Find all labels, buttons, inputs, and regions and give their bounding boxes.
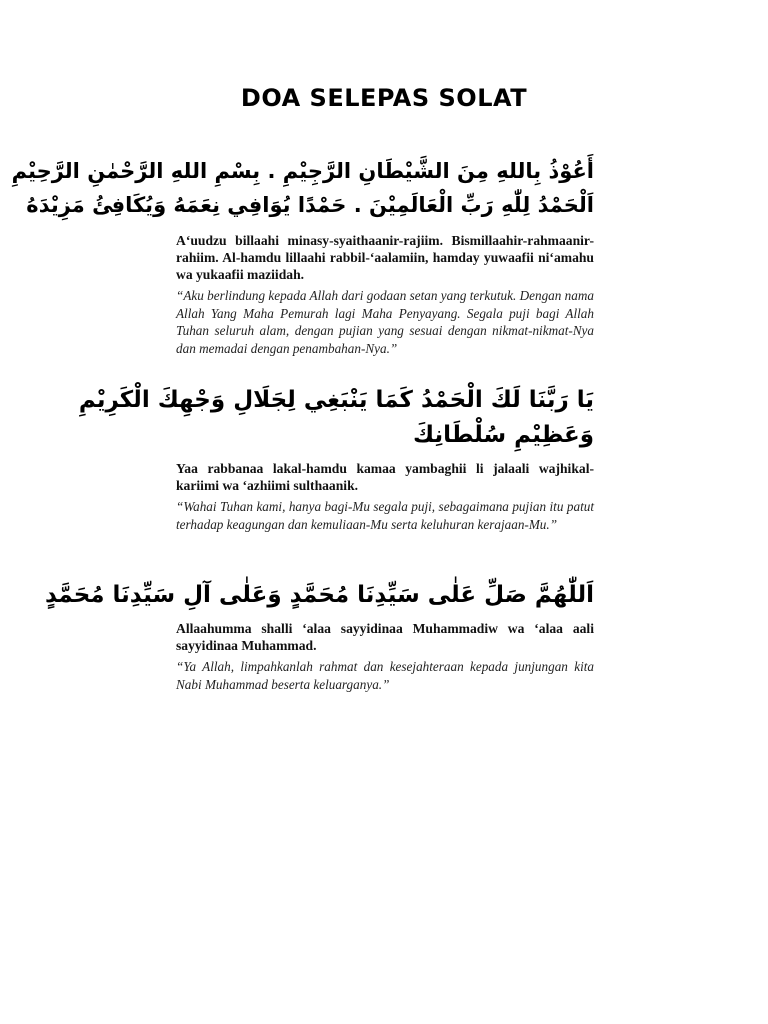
page-title: DOA SELEPAS SOLAT	[240, 84, 528, 112]
prayer-section-shalawat	[45, 576, 594, 693]
transliteration-text: A‘uudzu billaahi minasy-syaithaanir-rajiim. Bismillaahir-rahmaanir-rahiim. Al-hamdu lillaahi rabbil-‘aalamiin, hamday yuwaafii ni‘amahu wa yukaafii maziidah.	[176, 233, 594, 282]
prayer-section-tahmid	[78, 382, 594, 533]
transliteration-text: Yaa rabbanaa lakal-hamdu kamaa yambaghii li jalaali wajhikal-kariimi wa ‘azhiimi sulthaanik.	[176, 461, 594, 493]
arabic-line: اَللّٰهُمَّ صَلِّ عَلٰى سَيِّدِنَا مُحَمَّدٍ وَعَلٰى آلِ سَيِّدِنَا مُحَمَّدٍ	[45, 582, 594, 608]
arabic-line: أَعُوْذُ بِاللهِ مِنَ الشَّيْطَانِ الرَّجِيْمِ . بِسْمِ اللهِ الرَّحْمٰنِ الرَّحِيْمِ	[11, 159, 594, 183]
translation-text: “Ya Allah, limpahkanlah rahmat dan kesejahteraan kepada junjungan kita Nabi Muhammad beserta keluarganya.”	[176, 659, 594, 692]
arabic-line: وَعَظِيْمِ سُلْطَانِكَ	[413, 422, 594, 448]
prayer-scan-image	[11, 150, 594, 700]
translation-text: “Aku berlindung kepada Allah dari godaan setan yang terkutuk. Dengan nama Allah Yang Maha Pemurah lagi Maha Penyayang. Segala puji bagi Allah Tuhan seluruh alam, dengan pujian yang sesuai dengan nikmat-nikmat-Nya dan memadai dengan penambahan-Nya.”	[176, 288, 594, 356]
transliteration-text: Allaahumma shalli ‘alaa sayyidinaa Muhammadiw wa ‘alaa aali sayyidinaa Muhammad.	[176, 621, 594, 653]
prayer-section-taawudz	[11, 154, 594, 357]
translation-text: “Wahai Tuhan kami, hanya bagi-Mu segala puji, sebagaimana pujian itu patut terhadap keagungan dan kemuliaan-Mu serta keluhuran kerajaan-Mu.”	[176, 499, 594, 532]
arabic-line: اَلْحَمْدُ لِلّٰهِ رَبِّ الْعَالَمِيْنَ . حَمْدًا يُوَافِي نِعَمَهُ وَيُكَافِئُ مَزِيْدَهُ	[26, 193, 594, 217]
arabic-line: يَا رَبَّنَا لَكَ الْحَمْدُ كَمَا يَنْبَغِي لِجَلَالِ وَجْهِكَ الْكَرِيْمِ	[78, 387, 594, 413]
